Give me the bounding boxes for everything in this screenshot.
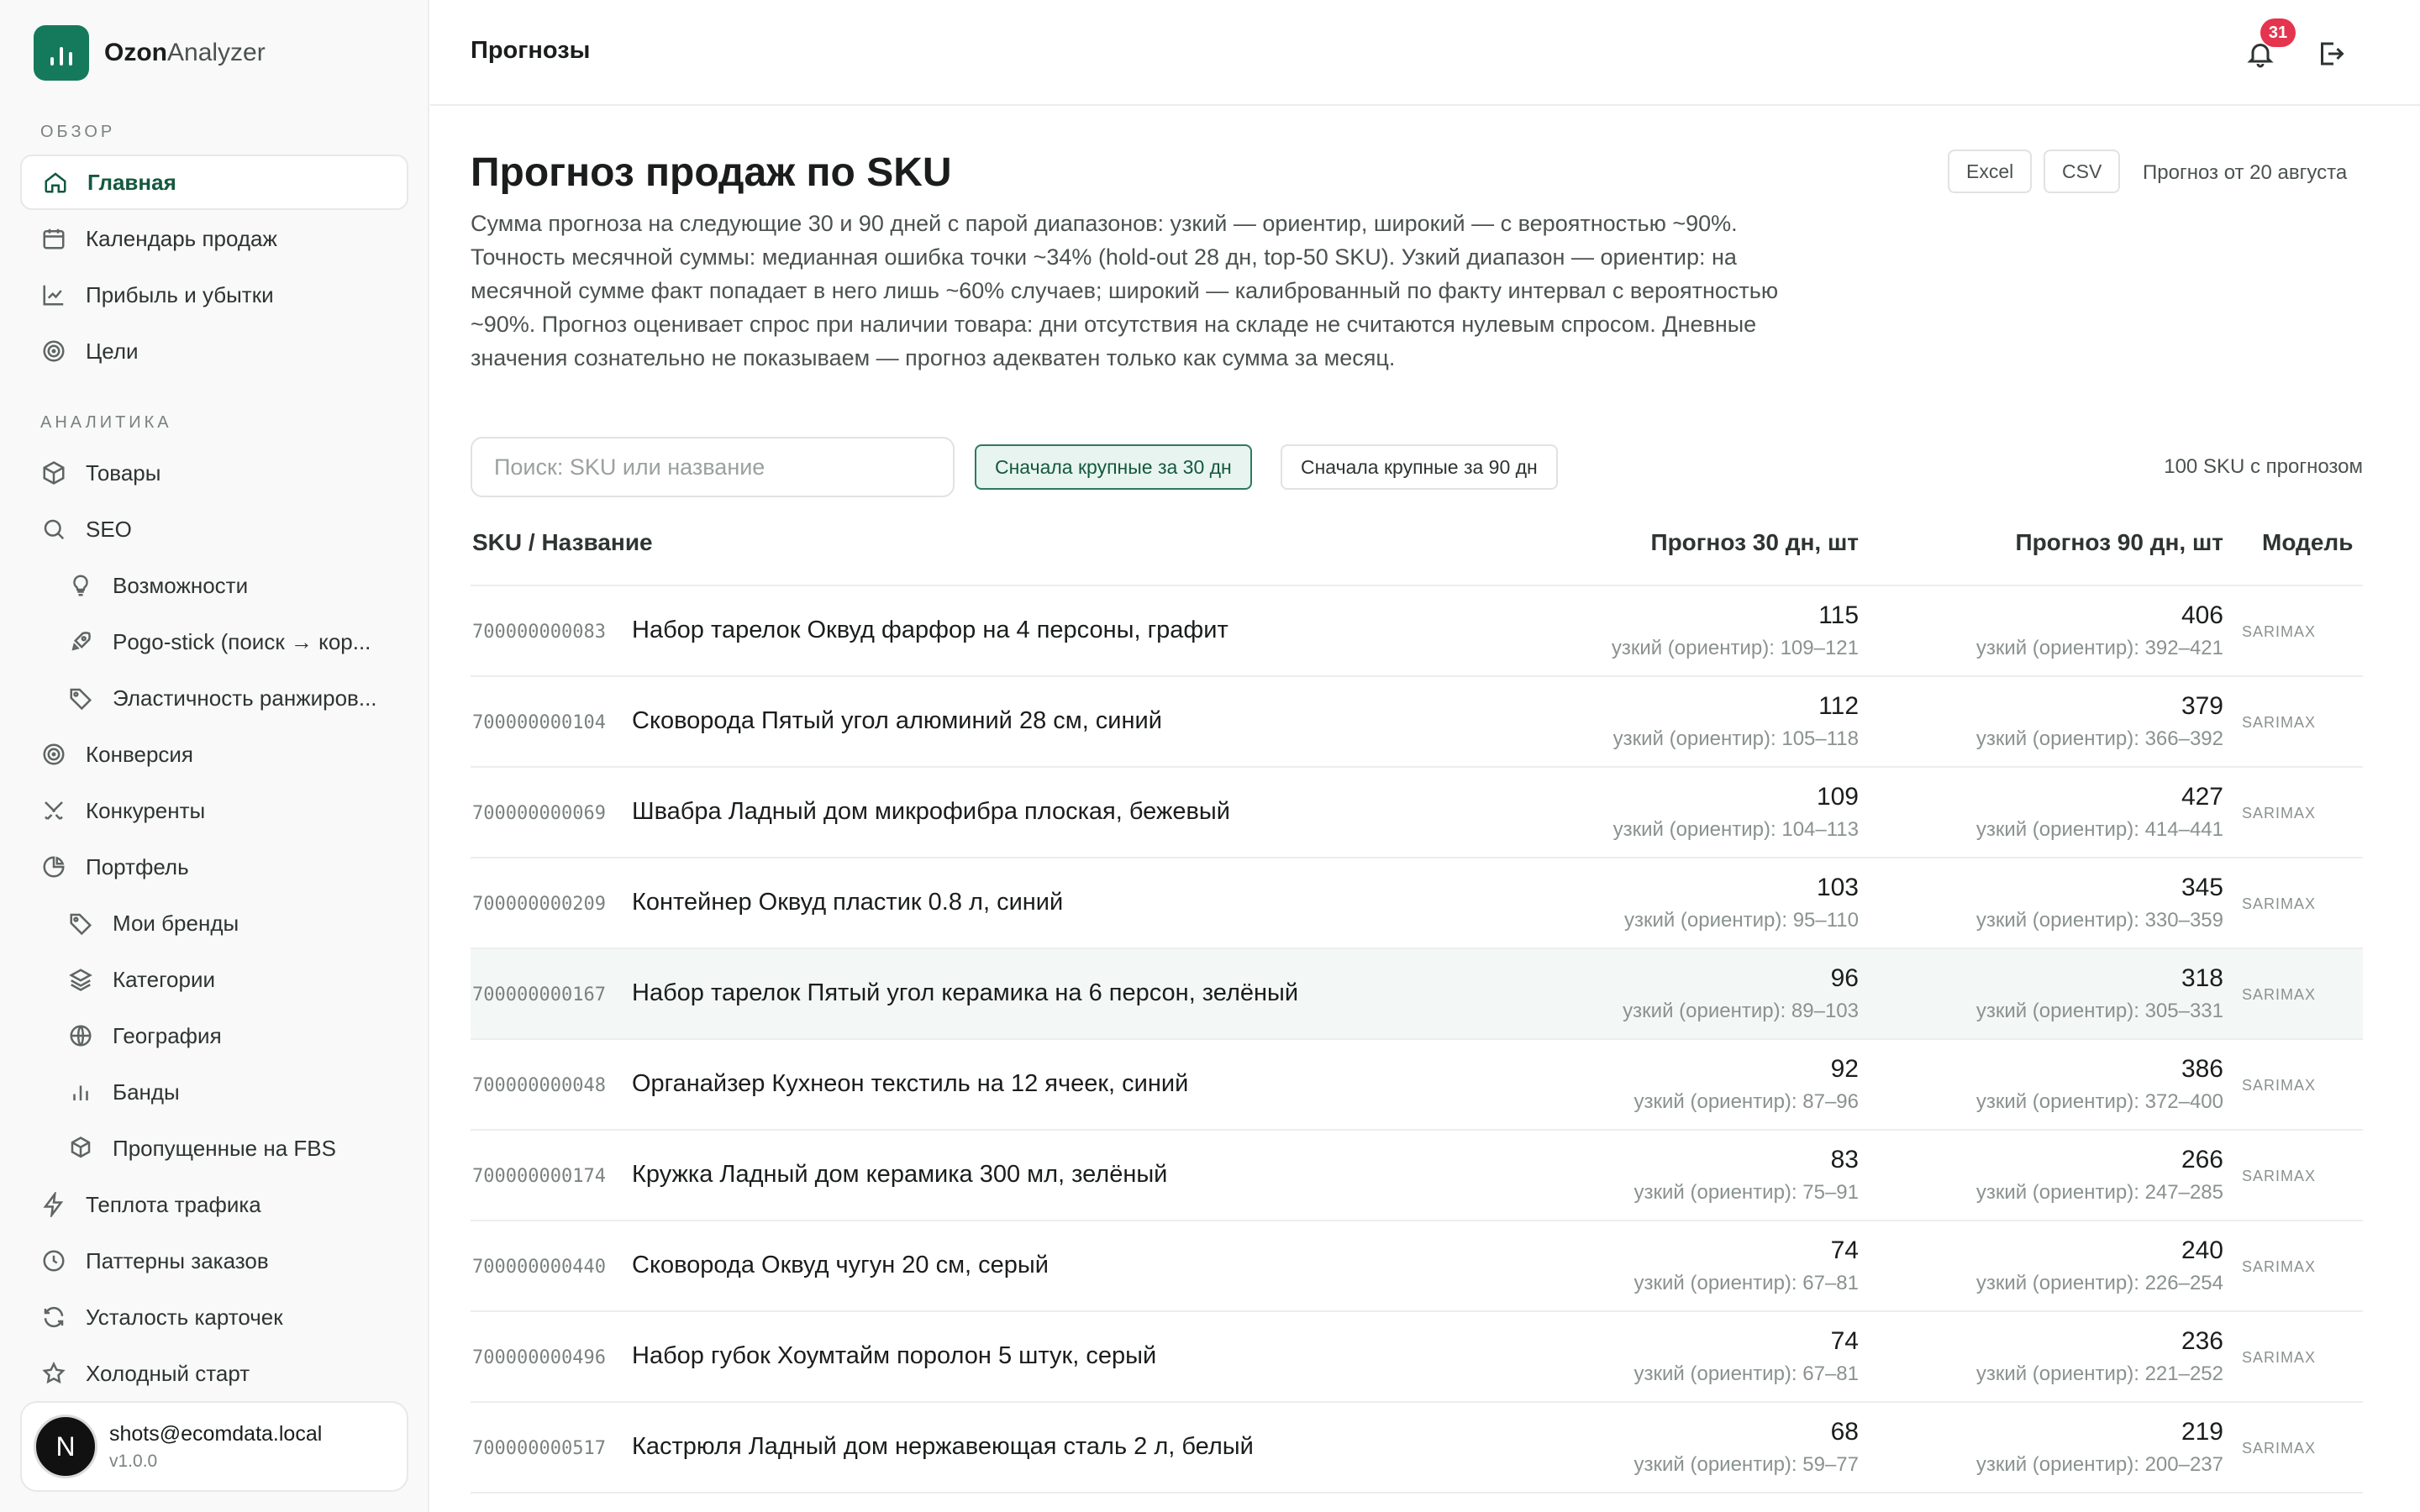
sku-id: 700000000083 — [472, 622, 606, 643]
forecast-90-value: 266 — [2181, 1146, 2223, 1173]
forecast-90-range: узкий (ориентир): 366–392 — [1975, 727, 2223, 750]
nav-item-card-fatigue[interactable] — [20, 1289, 408, 1345]
nav-item-home[interactable] — [20, 155, 408, 210]
nav-section-overview: ОБЗОР — [40, 123, 116, 141]
nav-item-label: Усталость карточек — [86, 1304, 283, 1330]
nav-item-label: Теплота трафика — [86, 1191, 261, 1217]
calendar-icon — [40, 225, 67, 252]
column-header-model[interactable]: Модель — [2262, 529, 2354, 555]
nav-item-portfolio[interactable] — [20, 839, 408, 895]
boxes-icon — [67, 1135, 94, 1162]
nav-item-label: Прибыль и убытки — [86, 281, 274, 307]
bar-chart-icon — [67, 1079, 94, 1105]
model-name: SARIMAX — [2242, 623, 2317, 640]
forecast-90-value: 386 — [2181, 1055, 2223, 1083]
forecast-90-range: узкий (ориентир): 392–421 — [1975, 637, 2223, 659]
nav-item-order-patterns[interactable] — [20, 1233, 408, 1289]
nav-item-label: SEO — [86, 516, 132, 542]
brand-logo-icon — [34, 25, 89, 81]
clock-icon — [40, 1247, 67, 1274]
nav-item-pogo-stick[interactable] — [20, 614, 408, 669]
search-icon — [40, 516, 67, 543]
sku-id: 700000000496 — [472, 1347, 606, 1368]
forecast-30-value: 109 — [1816, 783, 1859, 811]
model-name: SARIMAX — [2242, 1258, 2317, 1275]
sku-id: 700000000440 — [472, 1257, 606, 1278]
table-row[interactable] — [471, 1221, 2363, 1312]
star-icon — [40, 1360, 67, 1387]
nav-item-label: Эластичность ранжиров... — [113, 685, 377, 711]
box-icon — [40, 459, 67, 486]
nav-item-seo[interactable] — [20, 501, 408, 557]
forecast-90-range: узкий (ориентир): 305–331 — [1975, 1000, 2223, 1022]
forecast-90-value: 236 — [2181, 1327, 2223, 1355]
forecast-90-range: узкий (ориентир): 372–400 — [1975, 1090, 2223, 1113]
nav-item-categories[interactable] — [20, 952, 408, 1007]
table-row[interactable] — [471, 858, 2363, 949]
sku-id: 700000000069 — [472, 803, 606, 824]
forecast-90-range: узкий (ориентир): 200–237 — [1975, 1453, 2223, 1476]
refresh-icon — [40, 1304, 67, 1331]
sku-id: 700000000209 — [472, 894, 606, 915]
sku-id: 700000000104 — [472, 712, 606, 733]
nav-item-label: Паттерны заказов — [86, 1247, 269, 1273]
product-name: Органайзер Кухнеон текстиль на 12 ячеек, синий — [632, 1070, 1189, 1097]
forecast-30-range: узкий (ориентир): 104–113 — [1612, 818, 1859, 841]
tag-icon — [67, 685, 94, 711]
search-input[interactable] — [471, 437, 955, 497]
product-name: Набор тарелок Оквуд фарфор на 4 персоны, графит — [632, 617, 1228, 643]
app-version: v1.0.0 — [109, 1451, 158, 1471]
forecast-90-value: 219 — [2181, 1418, 2223, 1446]
forecast-30-range: узкий (ориентир): 67–81 — [1634, 1272, 1859, 1294]
model-name: SARIMAX — [2242, 1168, 2317, 1184]
nav-item-label: Конверсия — [86, 741, 194, 767]
sku-count: 100 SKU с прогнозом — [2164, 455, 2363, 478]
sort-30-button[interactable]: Сначала крупные за 30 дн — [975, 444, 1252, 490]
forecast-30-value: 115 — [1818, 601, 1859, 629]
nav-section-analytics: АНАЛИТИКА — [40, 413, 172, 432]
forecast-90-range: узкий (ориентир): 221–252 — [1975, 1362, 2223, 1385]
forecast-30-range: узкий (ориентир): 109–121 — [1611, 637, 1859, 659]
nav-item-bands[interactable] — [20, 1064, 408, 1120]
table-row[interactable] — [471, 1403, 2363, 1494]
nav-item-label: Банды — [113, 1079, 180, 1105]
table-row[interactable] — [471, 1131, 2363, 1221]
nav-item-products[interactable] — [20, 445, 408, 501]
notification-badge: 31 — [2260, 18, 2296, 47]
model-name: SARIMAX — [2242, 714, 2317, 731]
product-name: Кружка Ладный дом керамика 300 мл, зелёный — [632, 1161, 1168, 1188]
nav-item-label: Категории — [113, 966, 215, 992]
nav-item-label: Портфель — [86, 853, 189, 879]
topbar — [430, 0, 2420, 106]
nav-item-ranking-elasticity[interactable] — [20, 670, 408, 726]
product-name: Сковорода Пятый угол алюминий 28 см, синий — [632, 707, 1162, 734]
forecast-30-range: узкий (ориентир): 67–81 — [1634, 1362, 1859, 1385]
forecast-90-value: 427 — [2181, 783, 2223, 811]
column-header-forecast-90[interactable]: Прогноз 90 дн, шт — [2015, 529, 2223, 555]
nav-item-label: Пропущенные на FBS — [113, 1135, 336, 1161]
nav-item-label: Мои бренды — [113, 910, 239, 936]
forecast-30-value: 92 — [1830, 1055, 1859, 1083]
line-chart-icon — [40, 281, 67, 308]
nav-item-goals[interactable] — [20, 323, 408, 379]
user-card[interactable] — [20, 1401, 408, 1492]
brand[interactable] — [34, 25, 266, 81]
forecast-30-value: 74 — [1830, 1327, 1859, 1355]
product-name: Швабра Ладный дом микрофибра плоская, бежевый — [632, 798, 1230, 825]
home-icon — [42, 169, 69, 196]
forecast-90-range: узкий (ориентир): 330–359 — [1975, 909, 2223, 932]
tag-icon — [67, 910, 94, 937]
product-name: Контейнер Оквуд пластик 0.8 л, синий — [632, 889, 1064, 916]
nav-item-label: Pogo-stick (поиск → кор... — [113, 628, 371, 654]
nav-item-sales-calendar[interactable] — [20, 211, 408, 266]
forecast-30-value: 112 — [1818, 692, 1859, 720]
avatar: N — [34, 1415, 97, 1478]
nav-item-label: Товары — [86, 459, 161, 486]
forecast-date: Прогноз от 20 августа — [2143, 161, 2348, 184]
forecast-30-range: узкий (ориентир): 95–110 — [1623, 909, 1859, 932]
nav-item-my-brands[interactable] — [20, 895, 408, 951]
logout-icon[interactable] — [2316, 39, 2346, 69]
nav-item-label: Холодный старт — [86, 1360, 250, 1386]
nav-item-geography[interactable] — [20, 1008, 408, 1063]
sku-id: 700000000048 — [472, 1075, 606, 1096]
table-row[interactable] — [471, 1040, 2363, 1131]
forecast-30-range: узкий (ориентир): 59–77 — [1634, 1453, 1859, 1476]
pie-chart-icon — [40, 853, 67, 880]
forecast-30-range: узкий (ориентир): 75–91 — [1634, 1181, 1859, 1204]
globe-icon — [67, 1022, 94, 1049]
forecast-90-range: узкий (ориентир): 414–441 — [1975, 818, 2223, 841]
model-name: SARIMAX — [2242, 986, 2317, 1003]
sku-id: 700000000517 — [472, 1438, 606, 1459]
sort-90-button[interactable]: Сначала крупные за 90 дн — [1281, 444, 1558, 490]
export-excel-button[interactable]: Excel — [1948, 150, 2032, 193]
forecast-90-value: 406 — [2181, 601, 2223, 629]
table-row[interactable] — [471, 949, 2363, 1040]
column-header-name[interactable]: SKU / Название — [472, 529, 653, 555]
nav-item-label: Календарь продаж — [86, 225, 277, 251]
forecast-30-value: 96 — [1830, 964, 1859, 992]
forecast-90-range: узкий (ориентир): 226–254 — [1975, 1272, 2223, 1294]
nav-item-label: Конкуренты — [86, 797, 206, 823]
zap-icon — [40, 1191, 67, 1218]
model-name: SARIMAX — [2242, 1349, 2317, 1366]
brand-name: OzonAnalyzer — [104, 39, 266, 66]
forecast-30-range: узкий (ориентир): 87–96 — [1634, 1090, 1859, 1113]
model-name: SARIMAX — [2242, 805, 2317, 822]
product-name: Сковорода Оквуд чугун 20 см, серый — [632, 1252, 1049, 1278]
forecast-30-value: 83 — [1830, 1146, 1859, 1173]
sidebar — [0, 0, 429, 1512]
table-row[interactable] — [471, 768, 2363, 858]
user-email: shots@ecomdata.local — [109, 1421, 323, 1446]
page-breadcrumb-title: Прогнозы — [471, 37, 591, 64]
forecast-30-value: 74 — [1830, 1236, 1859, 1264]
nav-item-label: География — [113, 1022, 222, 1048]
model-name: SARIMAX — [2242, 1440, 2317, 1457]
export-csv-button[interactable]: CSV — [2044, 150, 2120, 193]
forecast-90-value: 345 — [2181, 874, 2223, 901]
sku-id: 700000000167 — [472, 984, 606, 1005]
forecast-90-range: узкий (ориентир): 247–285 — [1975, 1181, 2223, 1204]
product-name: Набор тарелок Пятый угол керамика на 6 персон, зелёный — [632, 979, 1299, 1006]
nav-item-conversion[interactable] — [20, 727, 408, 782]
forecast-90-value: 318 — [2181, 964, 2223, 992]
nav-item-cold-start[interactable] — [20, 1346, 408, 1401]
table-row[interactable] — [471, 586, 2363, 677]
nav-item-opportunities[interactable] — [20, 558, 408, 613]
nav-item-label: Цели — [86, 338, 139, 364]
forecast-30-range: узкий (ориентир): 105–118 — [1612, 727, 1859, 750]
target-icon — [40, 338, 67, 365]
target-icon — [40, 741, 67, 768]
forecast-90-value: 379 — [2181, 692, 2223, 720]
lightbulb-icon — [67, 572, 94, 599]
layers-icon — [67, 966, 94, 993]
nav-item-label: Возможности — [113, 572, 249, 598]
nav-item-profit-loss[interactable] — [20, 267, 408, 323]
model-name: SARIMAX — [2242, 895, 2317, 912]
product-name: Кастрюля Ладный дом нержавеющая сталь 2 л, белый — [632, 1433, 1254, 1460]
rocket-icon — [67, 628, 94, 655]
forecast-30-range: узкий (ориентир): 89–103 — [1623, 1000, 1859, 1022]
model-name: SARIMAX — [2242, 1077, 2317, 1094]
table-row[interactable] — [471, 677, 2363, 768]
swords-icon — [40, 797, 67, 824]
table-row[interactable] — [471, 1312, 2363, 1403]
nav-item-competitors[interactable] — [20, 783, 408, 838]
column-header-forecast-30[interactable]: Прогноз 30 дн, шт — [1650, 529, 1859, 555]
page-title: Прогноз продаж по SKU — [471, 150, 952, 195]
product-name: Набор губок Хоумтайм поролон 5 штук, серый — [632, 1342, 1157, 1369]
sku-id: 700000000174 — [472, 1166, 606, 1187]
nav-item-label: Главная — [87, 169, 176, 195]
nav-item-missed-fbs[interactable] — [20, 1121, 408, 1176]
forecast-90-value: 240 — [2181, 1236, 2223, 1264]
forecast-30-value: 68 — [1830, 1418, 1859, 1446]
nav-item-traffic-warmth[interactable] — [20, 1177, 408, 1232]
page-description: Сумма прогноза на следующие 30 и 90 дней с парой диапазонов: узкий — ориентир, широкий — с вероятностью ~90%. Точность месячной суммы: медианная ошибка точки ~34% (hold-out 28 дн, top-50 SKU). Узкий диапазон — ориентир: на месячной сумме факт попадает в него лишь ~60% случаев; широкий — калиброванный по факту интервал с вероятностью ~90%. Прогноз оценивает спрос при наличии товара: дни отсутствия на складе не считаются нулевым спросом. Дневные значения сознательно не показываем — прогноз адекватен только как сумма за месяц. — [471, 211, 1779, 370]
forecast-30-value: 103 — [1816, 874, 1859, 901]
